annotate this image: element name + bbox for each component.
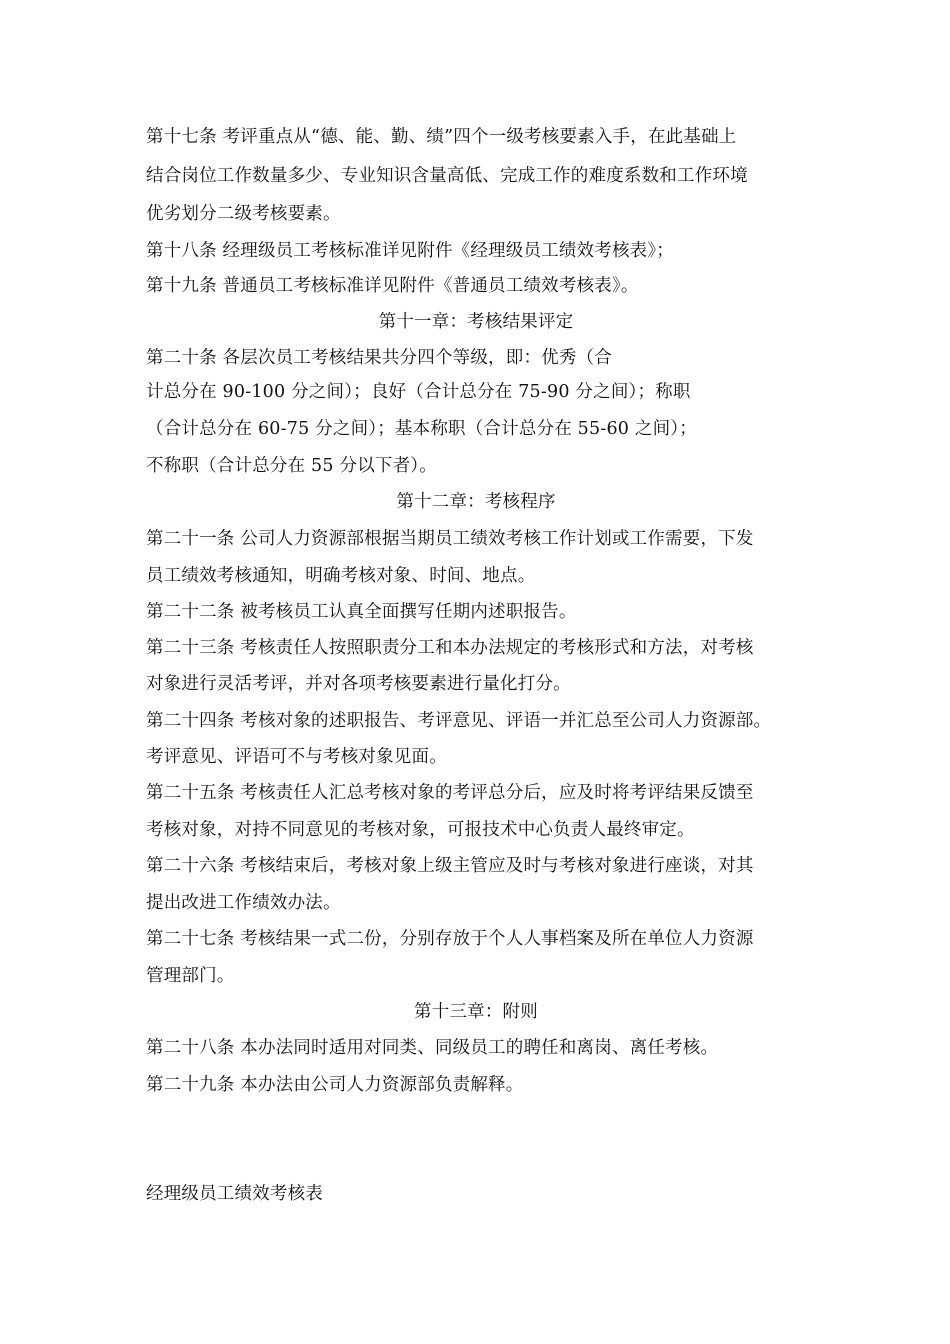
chapter-12-heading: 第十二章：考核程序 — [396, 492, 556, 512]
article-19: 第十九条 普通员工考核标准详见附件《普通员工绩效考核表》。 — [146, 276, 639, 296]
article-17-line-2: 结合岗位工作数量多少、专业知识含量高低、完成工作的难度系数和工作环境 — [146, 166, 748, 186]
article-29: 第二十九条 本办法由公司人力资源部负责解释。 — [146, 1075, 524, 1095]
article-23-line-1: 第二十三条 考核责任人按照职责分工和本办法规定的考核形式和方法，对考核 — [146, 638, 754, 658]
chapter-13-heading: 第十三章：附则 — [414, 1002, 538, 1022]
article-17-line-1: 第十七条 考评重点从“德、能、勤、绩”四个一级考核要素入手，在此基础上 — [146, 127, 737, 147]
article-28: 第二十八条 本办法同时适用对同类、同级员工的聘任和离岗、离任考核。 — [146, 1038, 719, 1058]
appendix-table-title: 经理级员工绩效考核表 — [146, 1184, 323, 1204]
article-24-line-1: 第二十四条 考核对象的述职报告、考评意见、评语一并汇总至公司人力资源部。 — [146, 711, 772, 731]
article-20-line-4: 不称职（合计总分在 55 分以下者）。 — [146, 456, 437, 476]
article-20-line-1: 第二十条 各层次员工考核结果共分四个等级，即：优秀（合 — [146, 348, 612, 368]
article-20-line-2: 计总分在 90-100 分之间）；良好（合计总分在 75-90 分之间）；称职 — [146, 382, 691, 402]
article-27-line-1: 第二十七条 考核结果一式二份，分别存放于个人人事档案及所在单位人力资源 — [146, 929, 754, 949]
article-26-line-2: 提出改进工作绩效办法。 — [146, 893, 341, 913]
article-22: 第二十二条 被考核员工认真全面撰写任期内述职报告。 — [146, 602, 577, 622]
article-25-line-1: 第二十五条 考核责任人汇总考核对象的考评总分后，应及时将考评结果反馈至 — [146, 783, 754, 803]
article-24-line-2: 考评意见、评语可不与考核对象见面。 — [146, 747, 447, 767]
article-20-line-3: （合计总分在 60-75 分之间）；基本称职（合计总分在 55-60 之间）； — [146, 419, 697, 439]
article-21-line-2: 员工绩效考核通知，明确考核对象、时间、地点。 — [146, 566, 536, 586]
chapter-11-heading: 第十一章：考核结果评定 — [378, 312, 574, 332]
article-27-line-2: 管理部门。 — [146, 966, 235, 986]
article-21-line-1: 第二十一条 公司人力资源部根据当期员工绩效考核工作计划或工作需要，下发 — [146, 529, 754, 549]
article-23-line-2: 对象进行灵活考评，并对各项考核要素进行量化打分。 — [146, 674, 571, 694]
article-17-line-3: 优劣划分二级考核要素。 — [146, 204, 341, 224]
article-26-line-1: 第二十六条 考核结束后，考核对象上级主管应及时与考核对象进行座谈，对其 — [146, 856, 754, 876]
article-25-line-2: 考核对象，对持不同意见的考核对象，可报技术中心负责人最终审定。 — [146, 820, 695, 840]
article-18: 第十八条 经理级员工考核标准详见附件《经理级员工绩效考核表》； — [146, 241, 675, 261]
